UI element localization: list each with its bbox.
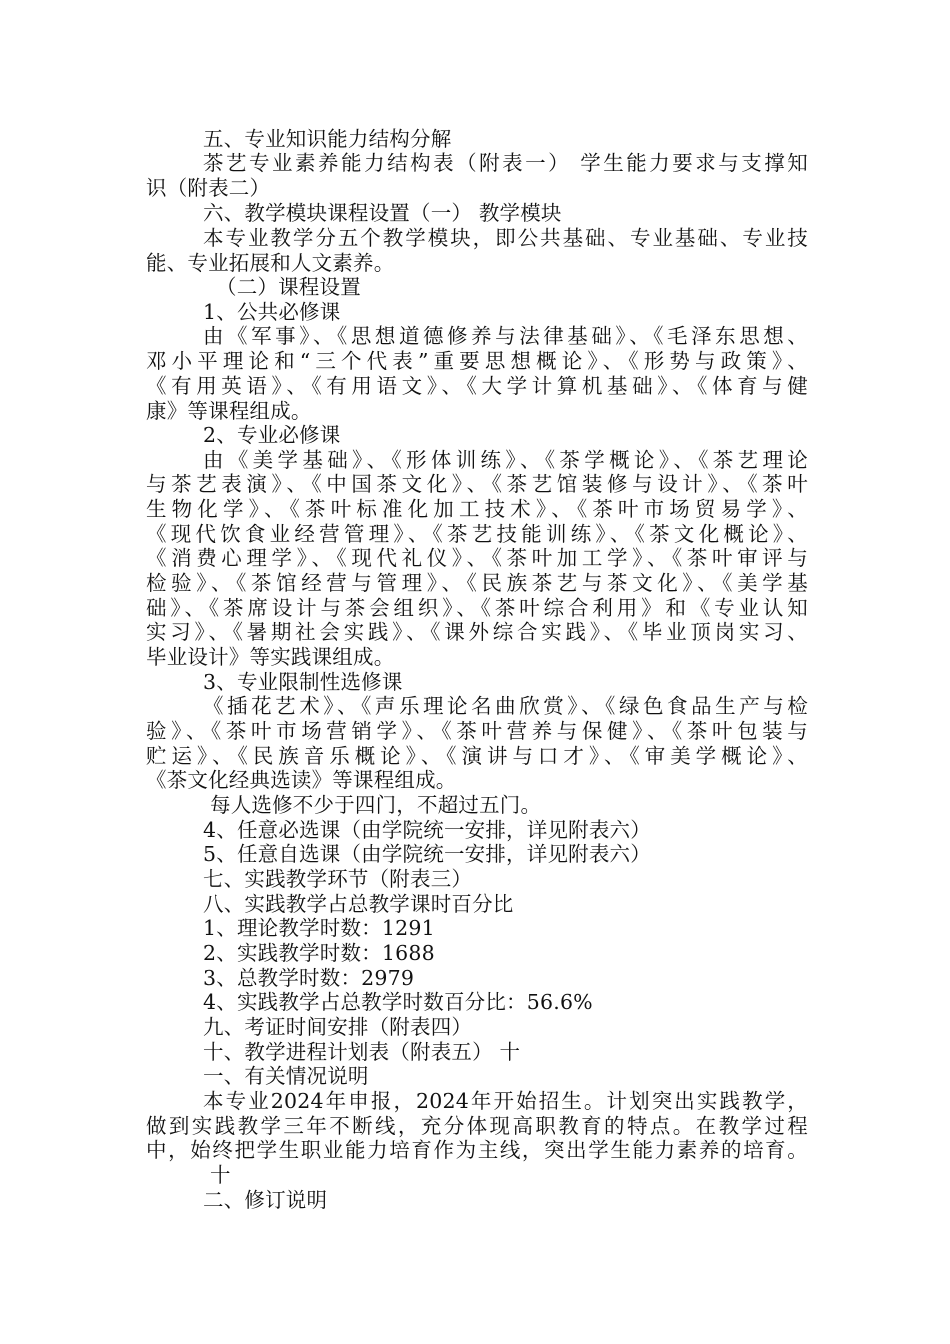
subsection-heading: 5、任意自选课（由学院统一安排，详见附表六）	[203, 842, 651, 866]
text-line: 由《美学基础》、《形体训练》、《茶学概论》、《茶艺理论	[203, 448, 808, 472]
text-line: 2、实践教学时数：1688	[203, 941, 435, 965]
text-line: 识（附表二）	[146, 176, 271, 200]
section-heading: 五、专业知识能力结构分解	[203, 127, 452, 151]
text-line: 1、理论教学时数：1291	[203, 916, 435, 940]
text-line: 本专业2024年申报，2024年开始招生。计划突出实践教学，	[203, 1089, 808, 1113]
text-line: 础》、《茶席设计与茶会组织》、《茶叶综合利用》和《专业认知	[146, 596, 808, 620]
subsection-heading: 1、公共必修课	[203, 300, 341, 324]
text-line: 每人选修不少于四门，不超过五门。	[210, 793, 542, 817]
section-heading: 十、教学进程计划表（附表五） 十	[203, 1040, 521, 1064]
subsection-heading: 4、任意必选课（由学院统一安排，详见附表六）	[203, 818, 651, 842]
text-line: 由《军事》、《思想道德修养与法律基础》、《毛泽东思想、	[203, 324, 808, 348]
text-line: 邓小平理论和“三个代表”重要思想概论》、《形势与政策》、	[146, 349, 808, 373]
section-heading: 七、实践教学环节（附表三）	[203, 867, 473, 891]
text-line: 能、专业拓展和人文素养。	[146, 251, 395, 275]
text-line: 十	[210, 1163, 231, 1187]
text-line: 3、总教学时数：2979	[203, 966, 415, 990]
text-line: 验》、《茶叶市场营销学》、《茶叶营养与保健》、《茶叶包装与	[146, 719, 808, 743]
section-heading: 一、有关情况说明	[203, 1064, 369, 1088]
subsection-heading: 2、专业必修课	[203, 423, 341, 447]
text-line: 贮运》、《民族音乐概论》、《演讲与口才》、《审美学概论》、	[146, 744, 808, 768]
text-line: 生物化学》、《茶叶标准化加工技术》、《茶叶市场贸易学》、	[146, 497, 808, 521]
text-line: 实习》、《暑期社会实践》、《课外综合实践》、《毕业顶岗实习、	[146, 620, 808, 644]
text-line: 《有用英语》、《有用语文》、《大学计算机基础》、《体育与健	[146, 374, 808, 398]
text-line: 毕业设计》等实践课组成。	[146, 645, 395, 669]
text-line: 检验》、《茶馆经营与管理》、《民族茶艺与茶文化》、《美学基	[146, 571, 808, 595]
text-line: 做到实践教学三年不断线，充分体现高职教育的特点。在教学过程	[146, 1114, 808, 1138]
text-line: 《插花艺术》、《声乐理论名曲欣赏》、《绿色食品生产与检	[203, 694, 808, 718]
subsection-heading: 3、专业限制性选修课	[203, 670, 403, 694]
text-line: 本专业教学分五个教学模块，即公共基础、专业基础、专业技	[203, 226, 808, 250]
section-heading: 二、修订说明	[203, 1188, 328, 1212]
text-line: 4、实践教学占总教学时数百分比：56.6%	[203, 990, 593, 1014]
section-heading: 九、考证时间安排（附表四）	[203, 1015, 473, 1039]
text-line: 中，始终把学生职业能力培育作为主线，突出学生能力素养的培育。	[146, 1138, 808, 1162]
text-line: 康》等课程组成。	[146, 399, 312, 423]
text-line: 《茶文化经典选读》等课程组成。	[146, 768, 457, 792]
subsection-heading: （二）课程设置	[216, 275, 361, 299]
section-heading: 八、实践教学占总教学课时百分比	[203, 892, 514, 916]
text-line: 《消费心理学》、《现代礼仪》、《茶叶加工学》、《茶叶审评与	[146, 546, 808, 570]
text-line: 茶艺专业素养能力结构表（附表一） 学生能力要求与支撑知	[203, 151, 808, 175]
section-heading: 六、教学模块课程设置（一） 教学模块	[203, 201, 562, 225]
text-line: 《现代饮食业经营管理》、《茶艺技能训练》、《茶文化概论》、	[146, 522, 808, 546]
text-line: 与茶艺表演》、《中国茶文化》、《茶艺馆装修与设计》、《茶叶	[146, 472, 808, 496]
